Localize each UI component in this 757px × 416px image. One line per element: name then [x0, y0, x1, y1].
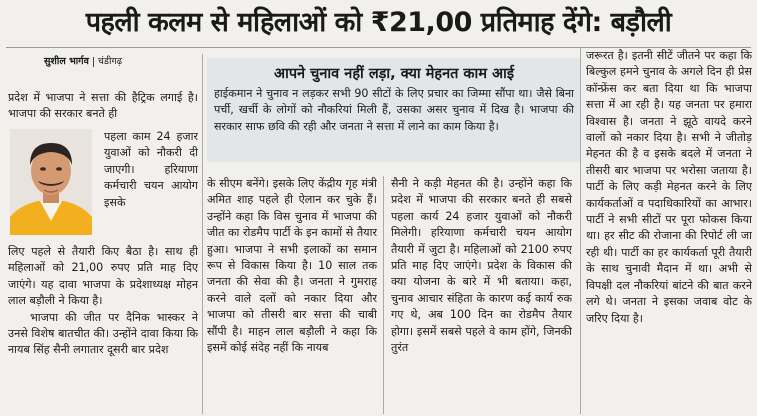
column-3: [391, 176, 572, 414]
paragraph: प्रदेश में भाजपा ने सत्ता की हैट्रिक लगाई है। भाजपा की सरकार बनते ही: [8, 91, 198, 121]
paragraph: सैनी ने कड़ी मेहनत की है। उन्होंने कहा कि प्रदेश में भाजपा की सरकार बनते ही सबसे पहला कार्य 24 हजार युवाओं को नौकरी मिलेगी। हरियाणा कर्मचारी चयन आयोग तैयारी में जुटा है। महिलाओं को 2100 रुपए प्रति माह दिए जाएंगे। प्रदेश के विकास की क्या योजना के बारे में भी बताया। कहा, चुनाव आचार संहिता के कारण कई कार्य रुक गए थे, अब 100 दिन का रोडमैप तैयार होगा। इसमें सबसे पहले वे काम होंगे, जिनकी तुरंत: [391, 177, 572, 355]
paragraph: के सीएम बनेंगे। इसके लिए केंद्रीय गृह मंत्री अमित शाह पहले ही ऐलान कर चुके हैं। उन्होंने कहा कि विस चुनाव में भाजपा की जीत का रोडमैप पार्टी के इन कामों से तैयार हुआ। भाजपा ने सभी इलाकों का समान रूप से विकास किया है। 10 साल तक जनता की सेवा की है। जनता ने गुमराह करने वाले दलों को नकार दिया और भाजपा को तीसरी बार सत्ता की चाबी सौंपी है। माहन लाल बड़ौली ने कहा कि इसमें कोई संदेह नहीं कि नायब: [207, 177, 377, 355]
paragraph: पहला काम 24 हजार युवाओं को नौकरी दी जाएगी। हरियाणा कर्मचारी चयन आयोग इसके: [104, 130, 198, 209]
intro-paragraph: हाईकमान ने चुनाव न लड़कर सभी 90 सीटों के लिए प्रचार का जिम्मा सौंपा था। जैसे बिना पर्ची, खर्ची के लोगों को नौकरियां मिली हैं, उसका असर चुनाव में दिख है। भाजपा की सरकार साफ छवि की रही और जनता ने सत्ता में लाने का काम किया है।: [214, 87, 574, 133]
column-2: [207, 176, 377, 414]
column-1-wrap: [104, 129, 198, 243]
column-4: [586, 48, 752, 414]
paragraph: भाजपा की जीत पर दैनिक भास्कर ने उनसे विशेष बातचीत की। उन्होंने दावा किया कि नायब सिंह सैनी लगातार दूसरी बार प्रदेश: [8, 310, 198, 357]
column-divider: [580, 48, 581, 414]
headline: पहली कलम से महिलाओं को ₹21,00 प्रतिमाह देंगे: बड़ौली: [85, 7, 672, 38]
byline-separator: [93, 57, 94, 67]
column-divider: [202, 54, 203, 414]
byline: [44, 54, 122, 67]
author-photo: [10, 129, 92, 235]
column-1-top: [8, 90, 198, 124]
paragraph: जरूरत है। इतनी सीटें जीतने पर कहा कि बिल्कुल हमने चुनाव के अगले दिन ही प्रेस कॉन्फ्रेंस कर बता दिया था कि भाजपा सत्ता में आ रही है। यह जनता पर हमारा विश्वास है। जनता ने झूठे वायदे करने वालों को नकार दिया है। सभी ने जीतोड़ मेहनत की है व इसके बदले में जनता ने तीसरी बार भाजपा पर भरोसा जताया है। पार्टी के लिए कड़ी मेहनत करने के लिए कार्यकर्ताओं व पदाधिकारियों का आभार। पार्टी ने सभी सीटों पर पूरा फोकस किया था। हर सीट की रोजाना की रिपोर्ट ली जा रही थी। पार्टी का हर कार्यकर्ता पूरी तैयारी के साथ चुनावी मैदान में था। अभी से विपक्षी दल नौकरियां बांटने की बात करने लगे थे। जनता ने इसका जवाब वोट के जरिए दिया है।: [586, 49, 752, 325]
byline-place: चंडीगढ़: [97, 56, 123, 67]
paragraph: लिए पहले से तैयारी किए बैठा है। साथ ही महिलाओं को 21,00 रुपए प्रति माह दिए जाएंगे। यह दावा भाजपा के प्रदेशाध्यक्ष मोहन लाल बड़ौली ने किया है।: [8, 245, 198, 308]
column-1-bottom: [8, 244, 198, 414]
byline-author: सुशील भार्गव: [44, 56, 89, 67]
column-divider: [383, 176, 384, 414]
portrait-image: [10, 129, 92, 235]
subheadline: आपने चुनाव नहीं लड़ा, क्या मेहनत काम आई: [274, 66, 514, 82]
